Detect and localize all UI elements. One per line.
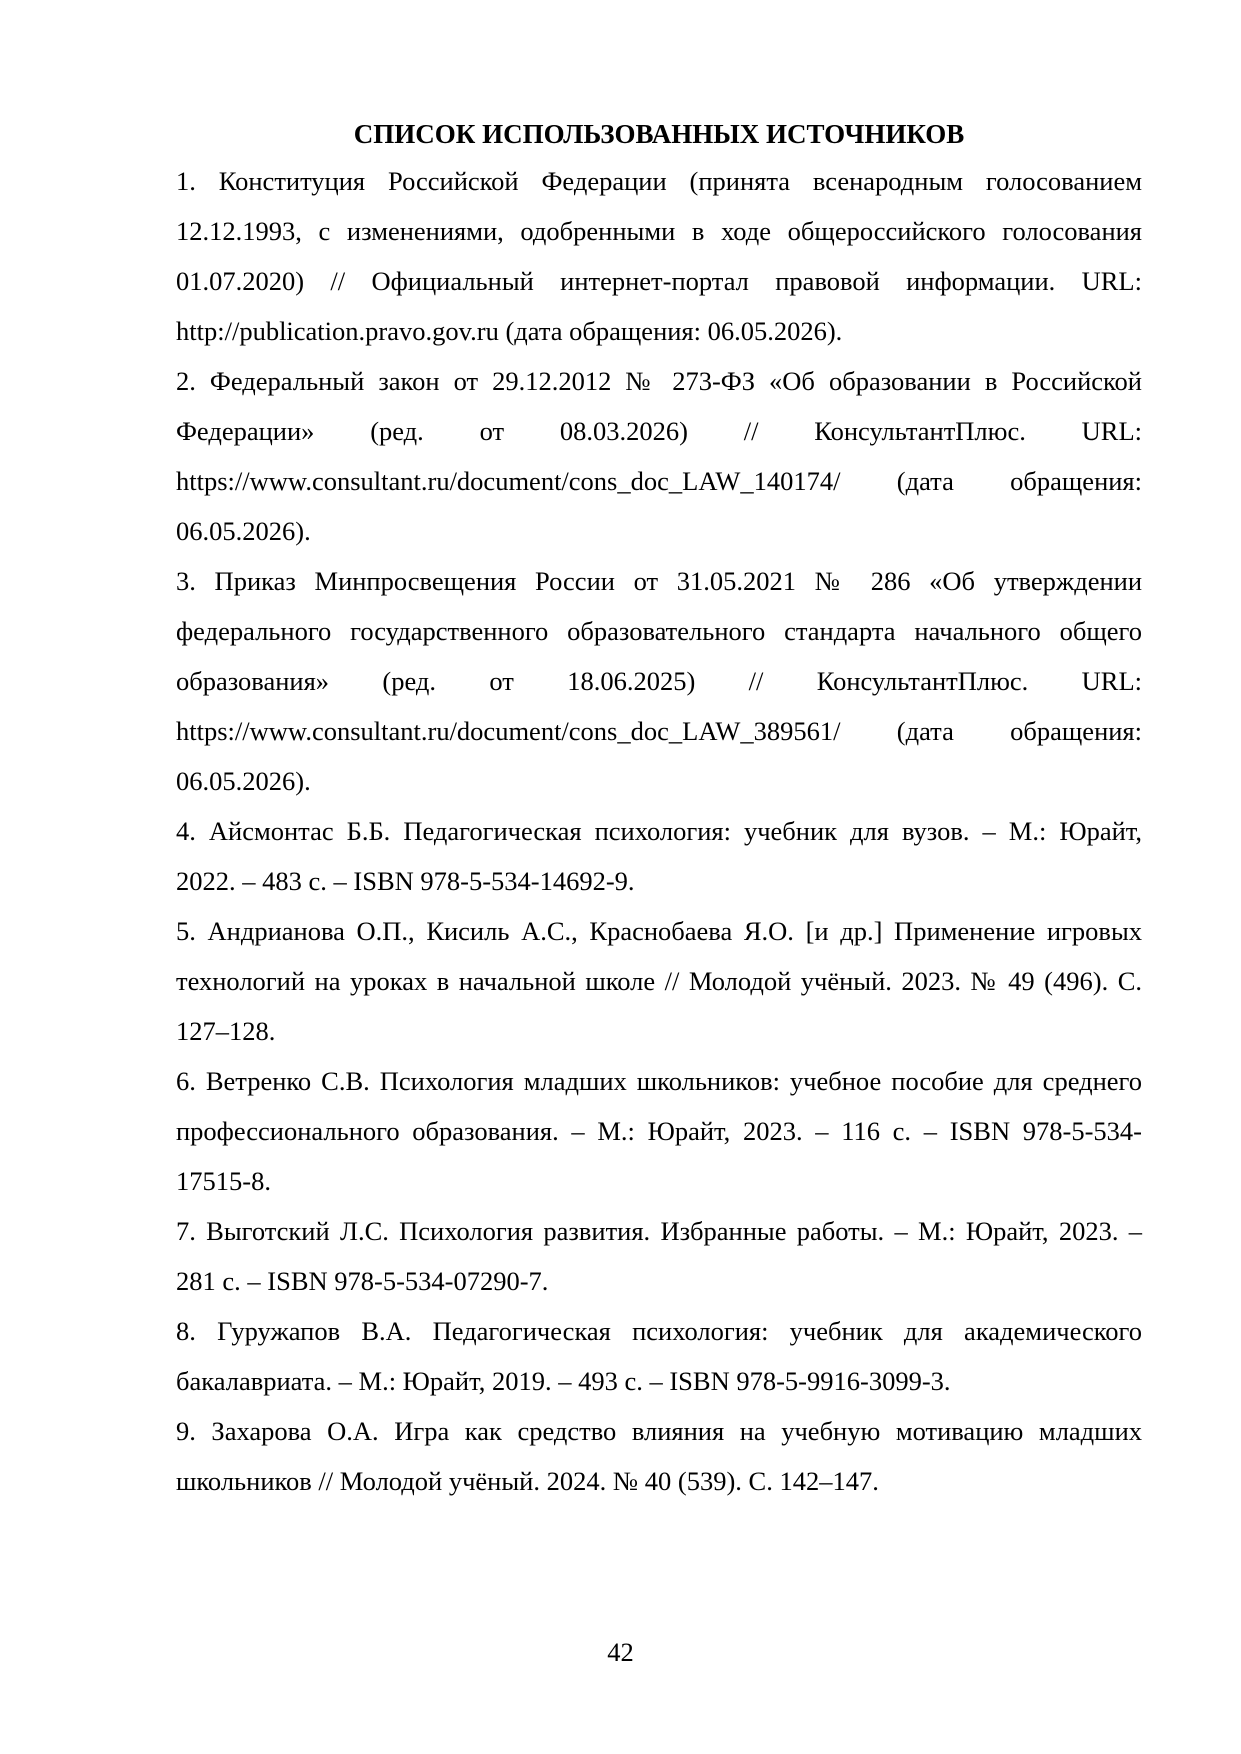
page-number: 42 [607,1637,634,1667]
reference-item-1: 1. Конституция Российской Федерации (принята всенародным голосованием 12.12.1993, с изменениями, одобренными в ходе общероссийского голосования 01.07.2020) // Официальный интернет-портал правовой информации. URL: http://publication.pravo.gov.ru (дата обращения: 06.05.2026). [176,166,1142,346]
page-title: СПИСОК ИСПОЛЬЗОВАННЫХ ИСТОЧНИКОВ [353,119,965,149]
reference-item-8: 8. Гуружапов В.А. Педагогическая психология: учебник для академического бакалавриата. – М.: Юрайт, 2019. – 493 с. – ISBN 978-5-9916-3099-3. [176,1316,1142,1396]
reference-item-7: 7. Выготский Л.С. Психология развития. Избранные работы. – М.: Юрайт, 2023. – 281 с. – ISBN 978-5-534-07290-7. [176,1216,1142,1296]
reference-list [176,156,1142,1506]
reference-item-9: 9. Захарова О.А. Игра как средство влияния на учебную мотивацию младших школьников // Молодой учёный. 2024. № 40 (539). С. 142–147. [176,1416,1142,1496]
reference-item-3: 3. Приказ Минпросвещения России от 31.05.2021 № 286 «Об утверждении федерального государственного образовательного стандарта начального общего образования» (ред. от 18.06.2025) // КонсультантПлюс. URL: https://www.consultant.ru/document/cons_doc_LAW_389561/ (дата обращения: 06.05.2026). [176,566,1142,796]
reference-item-4: 4. Айсмонтас Б.Б. Педагогическая психология: учебник для вузов. – М.: Юрайт, 2022. – 483 с. – ISBN 978-5-534-14692-9. [176,816,1142,896]
reference-item-2: 2. Федеральный закон от 29.12.2012 № 273-ФЗ «Об образовании в Российской Федерации» (ред. от 08.03.2026) // КонсультантПлюс. URL: https://www.consultant.ru/document/cons_doc_LAW_140174/ (дата обращения: 06.05.2026). [176,366,1142,546]
reference-item-5: 5. Андрианова О.П., Кисиль А.С., Краснобаева Я.О. [и др.] Применение игровых технологий на уроках в начальной школе // Молодой учёный. 2023. № 49 (496). С. 127–128. [176,916,1142,1046]
reference-item-6: 6. Ветренко С.В. Психология младших школьников: учебное пособие для среднего профессионального образования. – М.: Юрайт, 2023. – 116 с. – ISBN 978-5-534-17515-8. [176,1066,1142,1196]
